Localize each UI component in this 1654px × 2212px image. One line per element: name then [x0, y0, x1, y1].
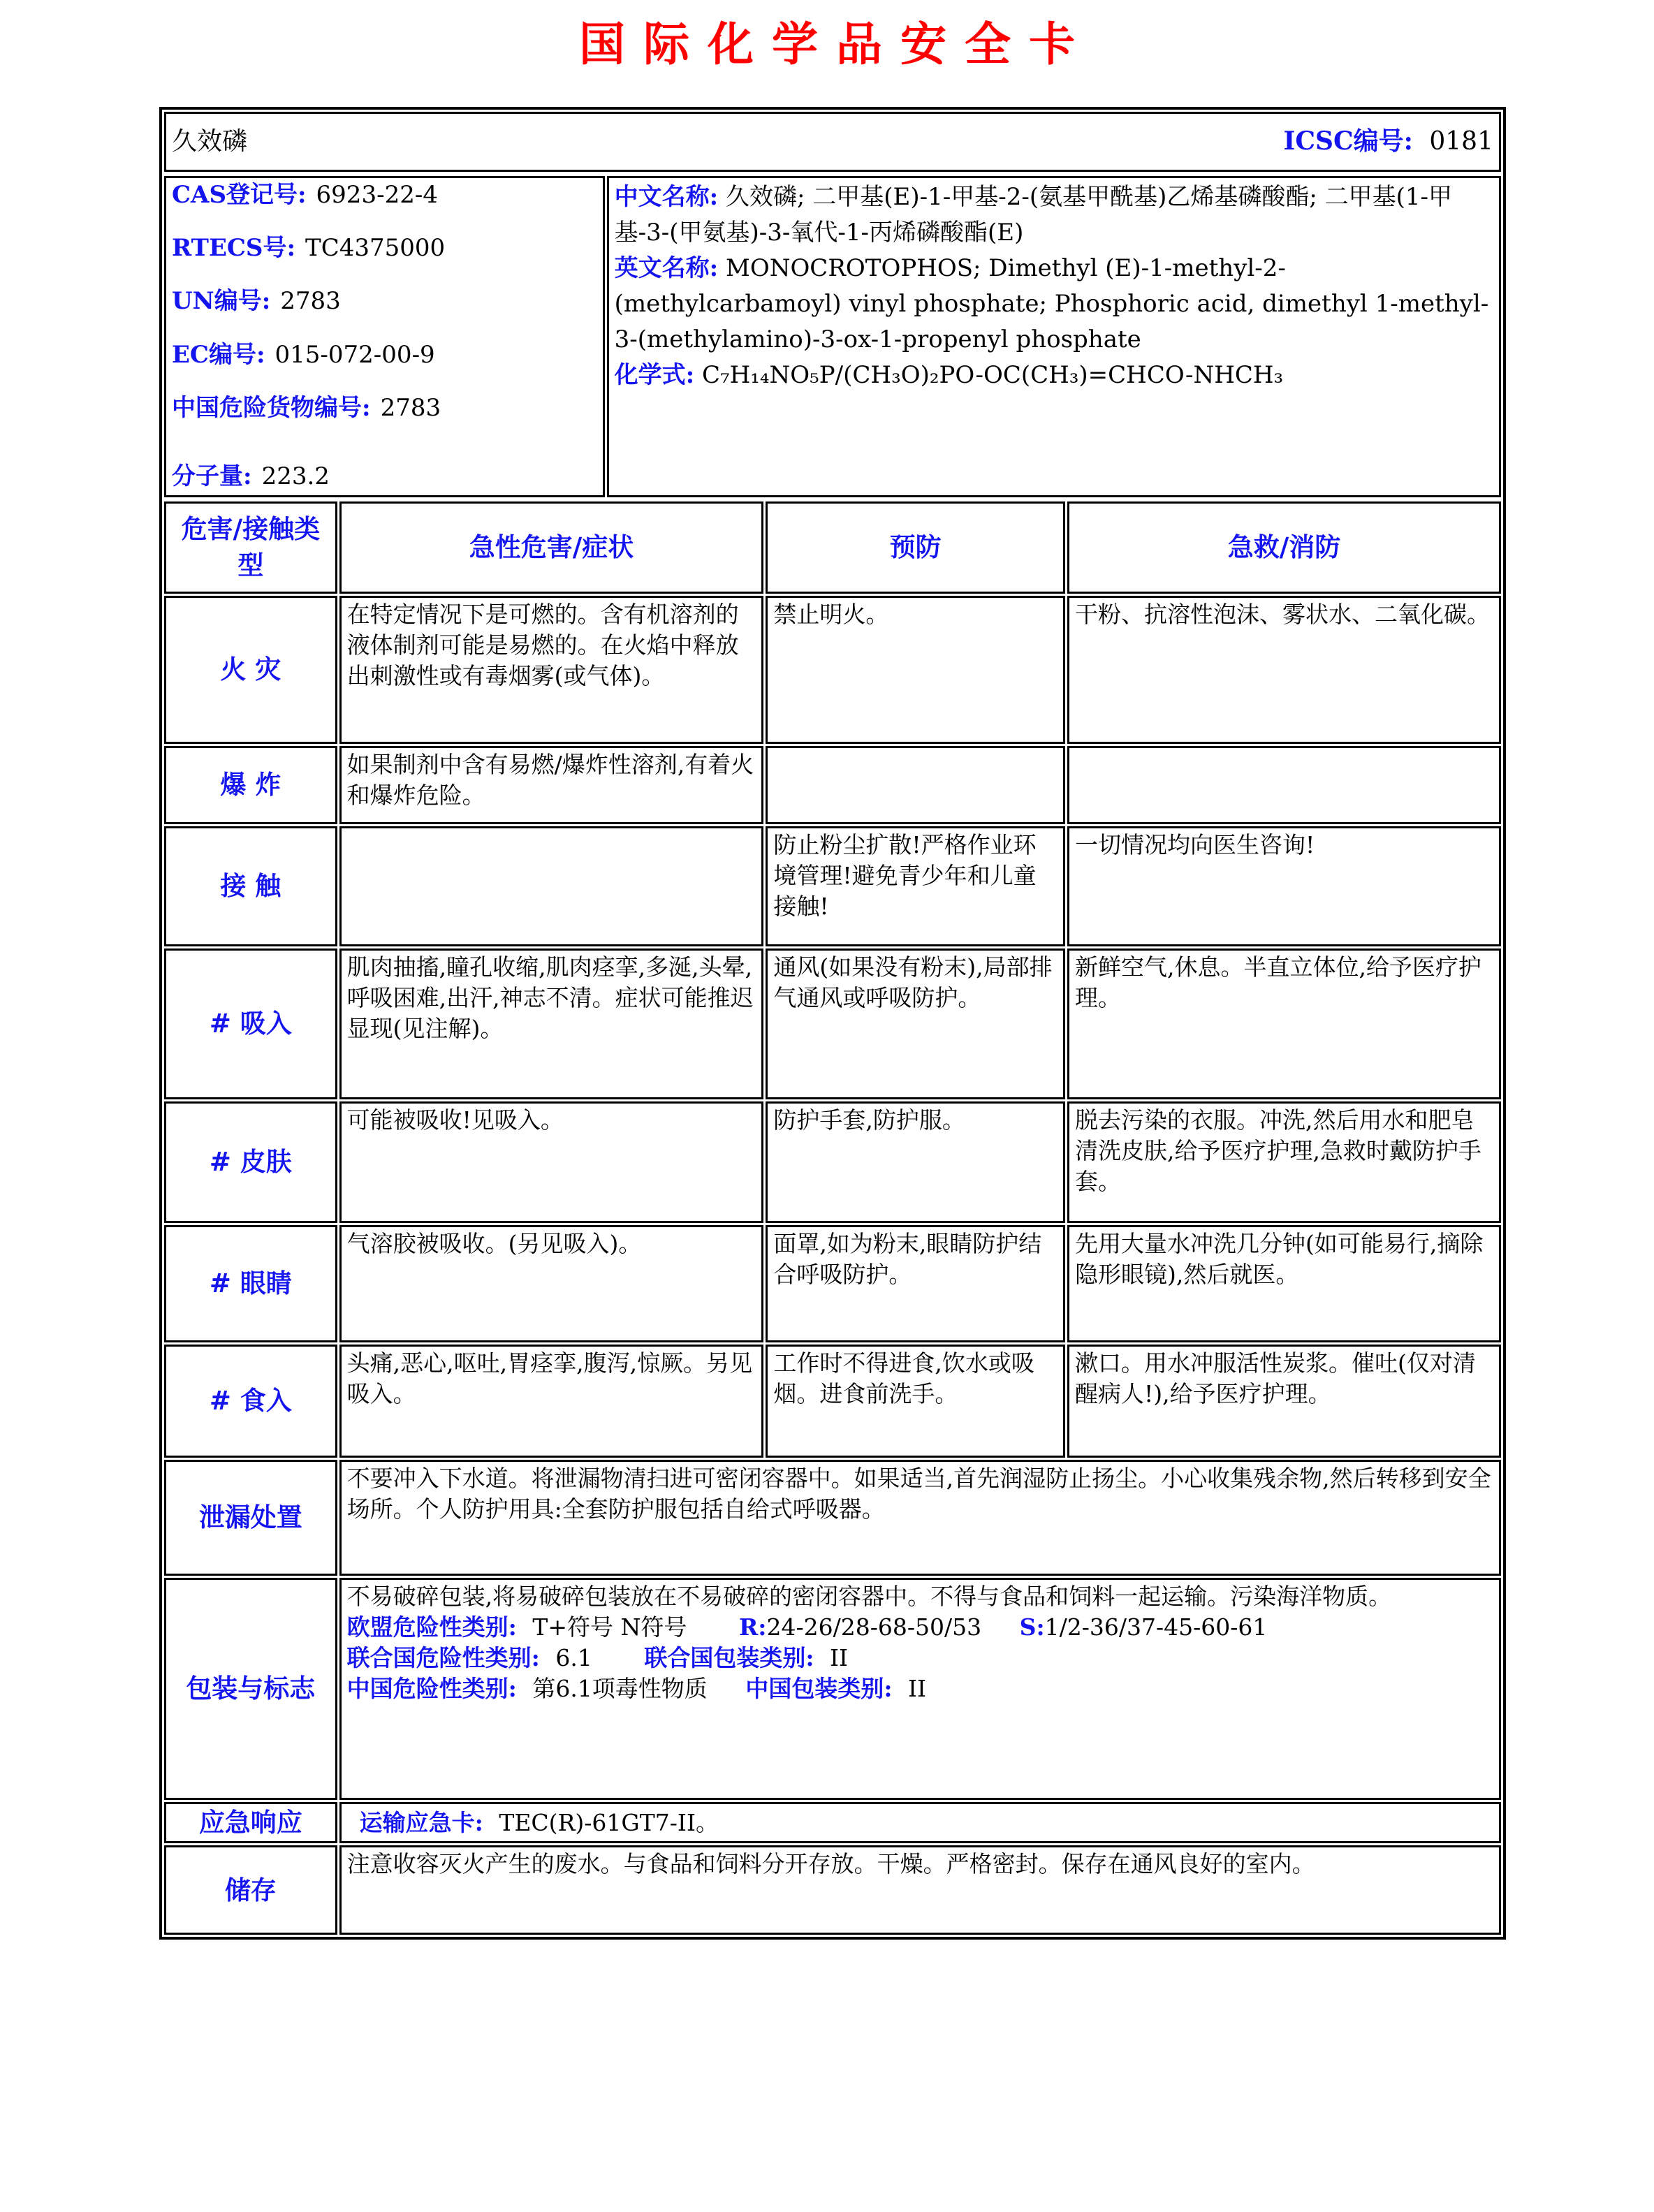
un-classification-line [347, 1643, 1493, 1673]
inhalation-response: 新鲜空气,休息。半直立体位,给予医疗护理。 [1067, 948, 1501, 1099]
storage-text: 注意收容灭火产生的废水。与食品和饲料分开存放。干燥。严格密封。保存在通风良好的室内。 [339, 1845, 1501, 1935]
spill-label: 泄漏处置 [164, 1460, 337, 1576]
contact-response: 一切情况均向医生咨询! [1067, 826, 1501, 946]
cas-label: CAS登记号: [172, 181, 307, 209]
un-number-line [172, 286, 597, 317]
header-prevention: 预防 [766, 501, 1065, 594]
inhalation-row [164, 948, 1501, 1099]
un-pack-label: 联合国包装类别: [644, 1643, 814, 1671]
explosion-label: 爆 炸 [164, 746, 337, 824]
cas-number-line [172, 180, 597, 211]
un-class-label: 联合国危险性类别: [346, 1643, 540, 1671]
packaging-cell [339, 1578, 1501, 1800]
contact-label: 接 触 [164, 826, 337, 946]
chinese-name-label: 中文名称: [614, 183, 719, 211]
chemical-formula-paragraph [615, 358, 1493, 393]
icsc-document-page [0, 7, 1654, 2212]
un-label: UN编号: [172, 287, 271, 316]
rtecs-number-line [172, 233, 597, 264]
ec-label: EC编号: [172, 340, 265, 369]
transport-card-label: 运输应急卡: [359, 1808, 483, 1836]
spill-row [164, 1460, 1501, 1576]
skin-symptoms: 可能被吸收!见吸入。 [339, 1101, 764, 1223]
header-symptoms: 急性危害/症状 [339, 501, 764, 594]
ec-value: 015-072-00-9 [275, 340, 435, 369]
eu-class-value: T+符号 N符号 [532, 1613, 687, 1641]
cas-value: 6923-22-4 [316, 181, 438, 209]
explosion-response [1067, 746, 1501, 824]
header-response: 急救/消防 [1067, 501, 1501, 594]
ingestion-label: # 食入 [164, 1345, 337, 1458]
english-name-paragraph [615, 251, 1493, 358]
icsc-label: ICSC编号: [1283, 126, 1413, 156]
eyes-symptoms: 气溶胶被吸收。(另见吸入)。 [339, 1225, 764, 1342]
eu-class-label: 欧盟危险性类别: [346, 1613, 517, 1641]
contact-symptoms [339, 826, 764, 946]
emergency-response-row [164, 1802, 1501, 1843]
icsc-number: 0181 [1429, 127, 1493, 156]
hazard-header-row [164, 501, 1501, 594]
mw-label: 分子量: [172, 462, 252, 490]
icsc-number-group [1283, 125, 1493, 159]
transport-card-line [347, 1808, 1493, 1838]
ingestion-row [164, 1345, 1501, 1458]
explosion-symptoms: 如果制剂中含有易燃/爆炸性溶剂,有着火和爆炸危险。 [339, 746, 764, 824]
chinese-name-paragraph [615, 180, 1493, 251]
identifier-names-cell [607, 176, 1501, 497]
ec-number-line [172, 339, 597, 371]
cn-class-value: 第6.1项毒性物质 [532, 1674, 708, 1702]
un-class-value: 6.1 [555, 1643, 592, 1671]
r-phrases-label: R: [738, 1613, 767, 1641]
skin-label: # 皮肤 [164, 1101, 337, 1223]
eyes-row [164, 1225, 1501, 1342]
fire-row [164, 596, 1501, 744]
ingestion-symptoms: 头痛,恶心,呕吐,胃痉挛,腹泻,惊厥。另见吸入。 [339, 1345, 764, 1458]
molecular-weight-line [172, 461, 597, 492]
explosion-prevention [766, 746, 1065, 824]
inhalation-label: # 吸入 [164, 948, 337, 1099]
eyes-response: 先用大量水冲洗几分钟(如可能易行,摘除隐形眼镜),然后就医。 [1067, 1225, 1501, 1342]
page-title: 国际化学品安全卡 [579, 17, 1093, 71]
fire-response: 干粉、抗溶性泡沫、雾状水、二氧化碳。 [1067, 596, 1501, 744]
fire-prevention: 禁止明火。 [766, 596, 1065, 744]
eyes-label: # 眼睛 [164, 1225, 337, 1342]
rtecs-label: RTECS号: [172, 234, 296, 263]
cn-classification-line [347, 1673, 1493, 1704]
eu-classification-line [347, 1612, 1493, 1643]
contact-prevention: 防止粉尘扩散!严格作业环境管理!避免青少年和儿童接触! [766, 826, 1065, 946]
emergency-cell [339, 1802, 1501, 1843]
card-name-table [162, 110, 1503, 174]
english-name-label: 英文名称: [614, 254, 719, 282]
cn-dg-label: 中国危险货物编号: [172, 393, 371, 422]
spill-text: 不要冲入下水道。将泄漏物清扫进可密闭容器中。如果适当,首先润湿防止扬尘。小心收集残余物,然后转移到安全场所。个人防护用具:全套防护服包括自给式呼吸器。 [339, 1460, 1501, 1576]
s-phrases-value: 1/2-36/37-45-60-61 [1044, 1613, 1268, 1641]
formula-value: C₇H₁₄NO₅P/(CH₃O)₂PO-OC(CH₃)=CHCO-NHCH₃ [702, 361, 1284, 389]
header-type: 危害/接触类型 [164, 501, 337, 594]
cn-dangerous-goods-line [172, 393, 597, 424]
cn-dg-value: 2783 [380, 393, 441, 422]
fire-symptoms: 在特定情况下是可燃的。含有机溶剂的液体制剂可能是易燃的。在火焰中释放出刺激性或有毒烟雾(或气体)。 [339, 596, 764, 744]
cn-pack-value: II [908, 1674, 927, 1702]
safety-card [159, 107, 1506, 1940]
storage-row [164, 1845, 1501, 1935]
identifiers-row [164, 176, 1501, 497]
storage-label: 储存 [164, 1845, 337, 1935]
skin-response: 脱去污染的衣服。冲洗,然后用水和肥皂清洗皮肤,给予医疗护理,急救时戴防护手套。 [1067, 1101, 1501, 1223]
skin-prevention: 防护手套,防护服。 [766, 1101, 1065, 1223]
inhalation-prevention: 通风(如果没有粉末),局部排气通风或呼吸防护。 [766, 948, 1065, 1099]
ingestion-prevention: 工作时不得进食,饮水或吸烟。进食前洗手。 [766, 1345, 1065, 1458]
identifier-codes-cell [164, 176, 605, 497]
cn-pack-label: 中国包装类别: [745, 1674, 893, 1702]
contact-row [164, 826, 1501, 946]
packaging-text: 不易破碎包装,将易破碎包装放在不易破碎的密闭容器中。不得与食品和饲料一起运输。污染海洋物质。 [346, 1583, 1392, 1610]
chinese-name-value: 久效磷; 二甲基(E)-1-甲基-2-(氨基甲酰基)乙烯基磷酸酯; 二甲基(1-甲基-3-(甲氨基)-3-氧代-1-丙烯磷酸酯(E) [614, 183, 1453, 247]
cn-class-label: 中国危险性类别: [346, 1674, 517, 1702]
emergency-label: 应急响应 [164, 1802, 337, 1843]
packaging-label: 包装与标志 [164, 1578, 337, 1800]
formula-label: 化学式: [614, 361, 695, 389]
rtecs-value: TC4375000 [305, 234, 446, 263]
transport-card-value: TEC(R)-61GT7-II。 [499, 1808, 719, 1836]
card-name-cell [164, 112, 1501, 172]
inhalation-symptoms: 肌肉抽搐,瞳孔收缩,肌肉痉挛,多涎,头晕,呼吸困难,出汗,神志不清。症状可能推迟显现(见注解)。 [339, 948, 764, 1099]
packaging-row [164, 1578, 1501, 1800]
mw-value: 223.2 [261, 462, 330, 490]
substance-name: 久效磷 [172, 127, 248, 156]
eyes-prevention: 面罩,如为粉末,眼睛防护结合呼吸防护。 [766, 1225, 1065, 1342]
r-phrases-value: 24-26/28-68-50/53 [766, 1613, 982, 1641]
card-name-row [164, 112, 1501, 172]
hazard-table [162, 499, 1503, 1937]
s-phrases-label: S: [1019, 1613, 1045, 1641]
english-name-value: MONOCROTOPHOS; Dimethyl (E)-1-methyl-2-(methylcarbamoyl) vinyl phosphate; Phosphoric acid, dimethyl 1-methyl-3-(methylamino)-3-ox-1-propenyl phosphate [614, 254, 1489, 353]
ingestion-response: 漱口。用水冲服活性炭浆。催吐(仅对清醒病人!),给予医疗护理。 [1067, 1345, 1501, 1458]
skin-row [164, 1101, 1501, 1223]
un-value: 2783 [280, 287, 341, 316]
identifiers-table [162, 174, 1503, 499]
explosion-row [164, 746, 1501, 824]
un-pack-value: II [830, 1643, 849, 1671]
fire-label: 火 灾 [164, 596, 337, 744]
